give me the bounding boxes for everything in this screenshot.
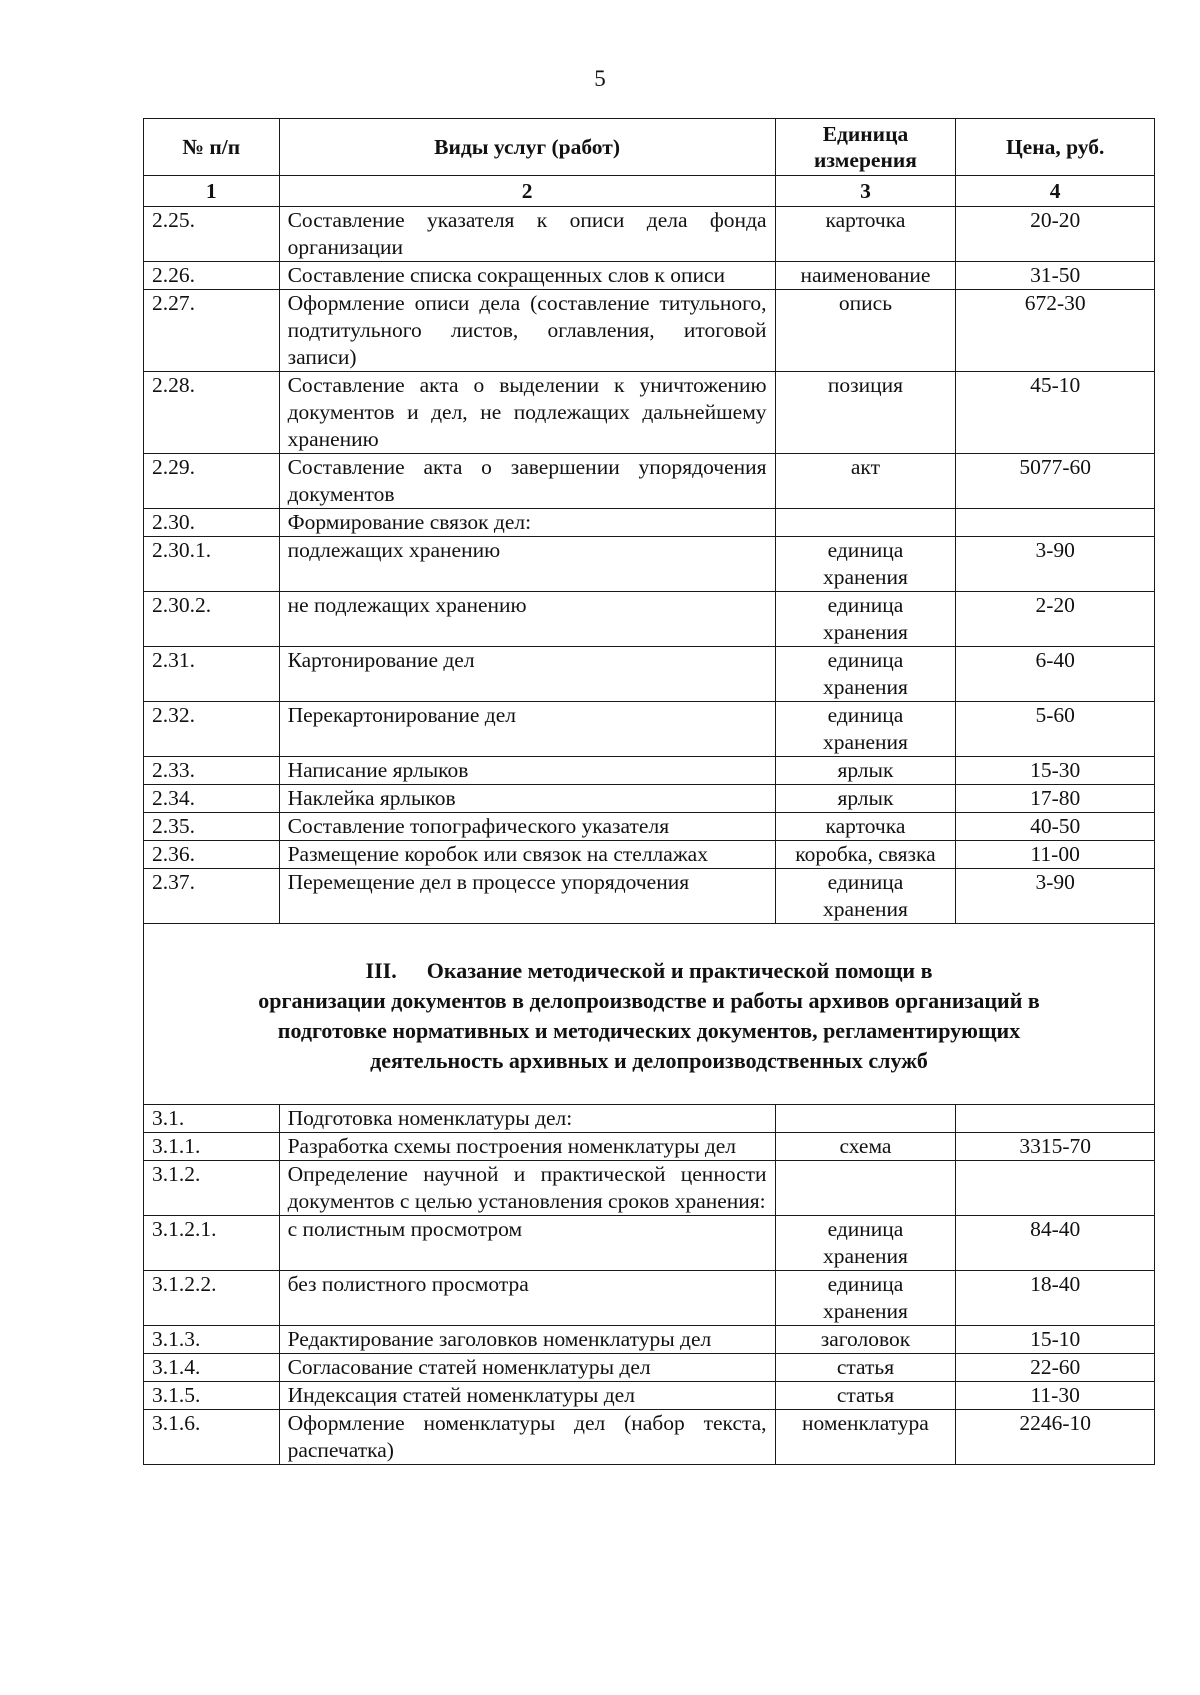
unit-of-measure: статья: [775, 1382, 956, 1410]
service-name: Определение научной и практической ценности документов с целью установления сроков хранения:: [279, 1161, 775, 1216]
service-name: Написание ярлыков: [279, 757, 775, 785]
service-name: Составление указателя к описи дела фонда организации: [279, 207, 775, 262]
unit-of-measure: единица хранения: [775, 537, 956, 592]
price-value: 17-80: [956, 785, 1155, 813]
row-number: 2.26.: [144, 262, 280, 290]
service-name: Перемещение дел в процессе упорядочения: [279, 869, 775, 924]
table-body-section-3: [144, 1105, 1155, 1465]
unit-of-measure: акт: [775, 454, 956, 509]
service-name: Подготовка номенклатуры дел:: [279, 1105, 775, 1133]
row-number: 2.25.: [144, 207, 280, 262]
price-value: 672-30: [956, 290, 1155, 372]
row-number: 2.37.: [144, 869, 280, 924]
price-value: 22-60: [956, 1354, 1155, 1382]
row-number: 2.33.: [144, 757, 280, 785]
unit-of-measure: ярлык: [775, 757, 956, 785]
price-value: 84-40: [956, 1216, 1155, 1271]
price-value: 15-30: [956, 757, 1155, 785]
unit-of-measure: карточка: [775, 207, 956, 262]
price-value: 2246-10: [956, 1410, 1155, 1465]
section-title-line: [164, 956, 1134, 986]
section-title-text: Оказание методической и практической помощи в: [426, 958, 933, 983]
section-heading-body: [144, 924, 1155, 1105]
price-value: 15-10: [956, 1326, 1155, 1354]
price-value: 3-90: [956, 537, 1155, 592]
service-name: Индексация статей номенклатуры дел: [279, 1382, 775, 1410]
service-name: Составление акта о выделении к уничтожению документов и дел, не подлежащих дальнейшему хранению: [279, 372, 775, 454]
price-value: [956, 509, 1155, 537]
unit-of-measure: [775, 1105, 956, 1133]
price-value: 6-40: [956, 647, 1155, 702]
section-title-line: деятельность архивных и делопроизводственных служб: [370, 1048, 928, 1073]
table-row: [144, 869, 1155, 924]
unit-of-measure: [775, 1161, 956, 1216]
table-row: [144, 372, 1155, 454]
service-name: Оформление номенклатуры дел (набор текста, распечатка): [279, 1410, 775, 1465]
table-row: [144, 1326, 1155, 1354]
section-title: [144, 924, 1155, 1105]
column-index: 3: [775, 176, 956, 207]
table-row: [144, 1216, 1155, 1271]
service-name: Оформление описи дела (составление титульного, подтитульного листов, оглавления, итоговой записи): [279, 290, 775, 372]
service-name: Составление акта о завершении упорядочения документов: [279, 454, 775, 509]
price-value: 20-20: [956, 207, 1155, 262]
row-number: 3.1.2.1.: [144, 1216, 280, 1271]
table-row: [144, 1271, 1155, 1326]
unit-of-measure: ярлык: [775, 785, 956, 813]
service-name: Размещение коробок или связок на стеллажах: [279, 841, 775, 869]
header-unit: Единица измерения: [775, 119, 956, 176]
price-value: 11-00: [956, 841, 1155, 869]
table-row: [144, 1354, 1155, 1382]
table-header-row: [144, 119, 1155, 176]
row-number: 3.1.: [144, 1105, 280, 1133]
price-value: 31-50: [956, 262, 1155, 290]
table-row: [144, 841, 1155, 869]
unit-of-measure: карточка: [775, 813, 956, 841]
header-service: Виды услуг (работ): [279, 119, 775, 176]
price-value: 45-10: [956, 372, 1155, 454]
price-value: [956, 1105, 1155, 1133]
table-row: [144, 290, 1155, 372]
unit-of-measure: позиция: [775, 372, 956, 454]
table-row: [144, 785, 1155, 813]
service-name: подлежащих хранению: [279, 537, 775, 592]
row-number: 2.29.: [144, 454, 280, 509]
service-name: Составление топографического указателя: [279, 813, 775, 841]
section-title-line: организации документов в делопроизводстве и работы архивов организаций в: [258, 988, 1040, 1013]
row-number: 3.1.6.: [144, 1410, 280, 1465]
table-row: [144, 262, 1155, 290]
unit-of-measure: коробка, связка: [775, 841, 956, 869]
row-number: 3.1.2.2.: [144, 1271, 280, 1326]
unit-of-measure: опись: [775, 290, 956, 372]
service-name: Согласование статей номенклатуры дел: [279, 1354, 775, 1382]
price-value: 3315-70: [956, 1133, 1155, 1161]
header-price: Цена, руб.: [956, 119, 1155, 176]
section-heading-row: [144, 924, 1155, 1105]
service-name: Редактирование заголовков номенклатуры дел: [279, 1326, 775, 1354]
page-number: 5: [594, 66, 606, 91]
unit-of-measure: [775, 509, 956, 537]
service-name: Формирование связок дел:: [279, 509, 775, 537]
row-number: 3.1.1.: [144, 1133, 280, 1161]
price-table: [143, 118, 1155, 1465]
unit-of-measure: заголовок: [775, 1326, 956, 1354]
table-row: [144, 813, 1155, 841]
service-name: Перекартонирование дел: [279, 702, 775, 757]
column-index: 2: [279, 176, 775, 207]
table-row: [144, 509, 1155, 537]
column-index: 4: [956, 176, 1155, 207]
row-number: 2.28.: [144, 372, 280, 454]
service-name: Разработка схемы построения номенклатуры дел: [279, 1133, 775, 1161]
table-row: [144, 757, 1155, 785]
service-name: не подлежащих хранению: [279, 592, 775, 647]
row-number: 2.32.: [144, 702, 280, 757]
table-row: [144, 207, 1155, 262]
price-value: 3-90: [956, 869, 1155, 924]
row-number: 2.27.: [144, 290, 280, 372]
row-number: 2.30.1.: [144, 537, 280, 592]
row-number: 2.35.: [144, 813, 280, 841]
table-row: [144, 537, 1155, 592]
service-name: Наклейка ярлыков: [279, 785, 775, 813]
price-value: [956, 1161, 1155, 1216]
table-row: [144, 454, 1155, 509]
row-number: 3.1.3.: [144, 1326, 280, 1354]
table-row: [144, 1382, 1155, 1410]
unit-of-measure: единица хранения: [775, 592, 956, 647]
row-number: 3.1.4.: [144, 1354, 280, 1382]
price-value: 11-30: [956, 1382, 1155, 1410]
unit-of-measure: единица хранения: [775, 1216, 956, 1271]
unit-of-measure: единица хранения: [775, 702, 956, 757]
row-number: 2.30.: [144, 509, 280, 537]
column-index-row: [144, 176, 1155, 207]
row-number: 2.30.2.: [144, 592, 280, 647]
column-index: 1: [144, 176, 280, 207]
unit-of-measure: номенклатура: [775, 1410, 956, 1465]
table-row: [144, 1410, 1155, 1465]
table-row: [144, 1161, 1155, 1216]
table-row: [144, 647, 1155, 702]
unit-of-measure: наименование: [775, 262, 956, 290]
unit-of-measure: схема: [775, 1133, 956, 1161]
unit-of-measure: единица хранения: [775, 1271, 956, 1326]
table-row: [144, 592, 1155, 647]
row-number: 3.1.5.: [144, 1382, 280, 1410]
section-title-line: подготовке нормативных и методических документов, регламентирующих: [277, 1018, 1021, 1043]
row-number: 3.1.2.: [144, 1161, 280, 1216]
service-name: Составление списка сокращенных слов к описи: [279, 262, 775, 290]
row-number: 2.31.: [144, 647, 280, 702]
service-name: с полистным просмотром: [279, 1216, 775, 1271]
header-num: № п/п: [144, 119, 280, 176]
price-value: 40-50: [956, 813, 1155, 841]
unit-of-measure: единица хранения: [775, 869, 956, 924]
table-row: [144, 1133, 1155, 1161]
unit-of-measure: единица хранения: [775, 647, 956, 702]
price-value: 18-40: [956, 1271, 1155, 1326]
price-value: 2-20: [956, 592, 1155, 647]
service-name: без полистного просмотра: [279, 1271, 775, 1326]
price-value: 5077-60: [956, 454, 1155, 509]
row-number: 2.34.: [144, 785, 280, 813]
table-body-section-2: [144, 207, 1155, 924]
table-row: [144, 702, 1155, 757]
table-row: [144, 1105, 1155, 1133]
service-name: Картонирование дел: [279, 647, 775, 702]
section-roman-numeral: III.: [365, 958, 397, 983]
price-value: 5-60: [956, 702, 1155, 757]
row-number: 2.36.: [144, 841, 280, 869]
unit-of-measure: статья: [775, 1354, 956, 1382]
